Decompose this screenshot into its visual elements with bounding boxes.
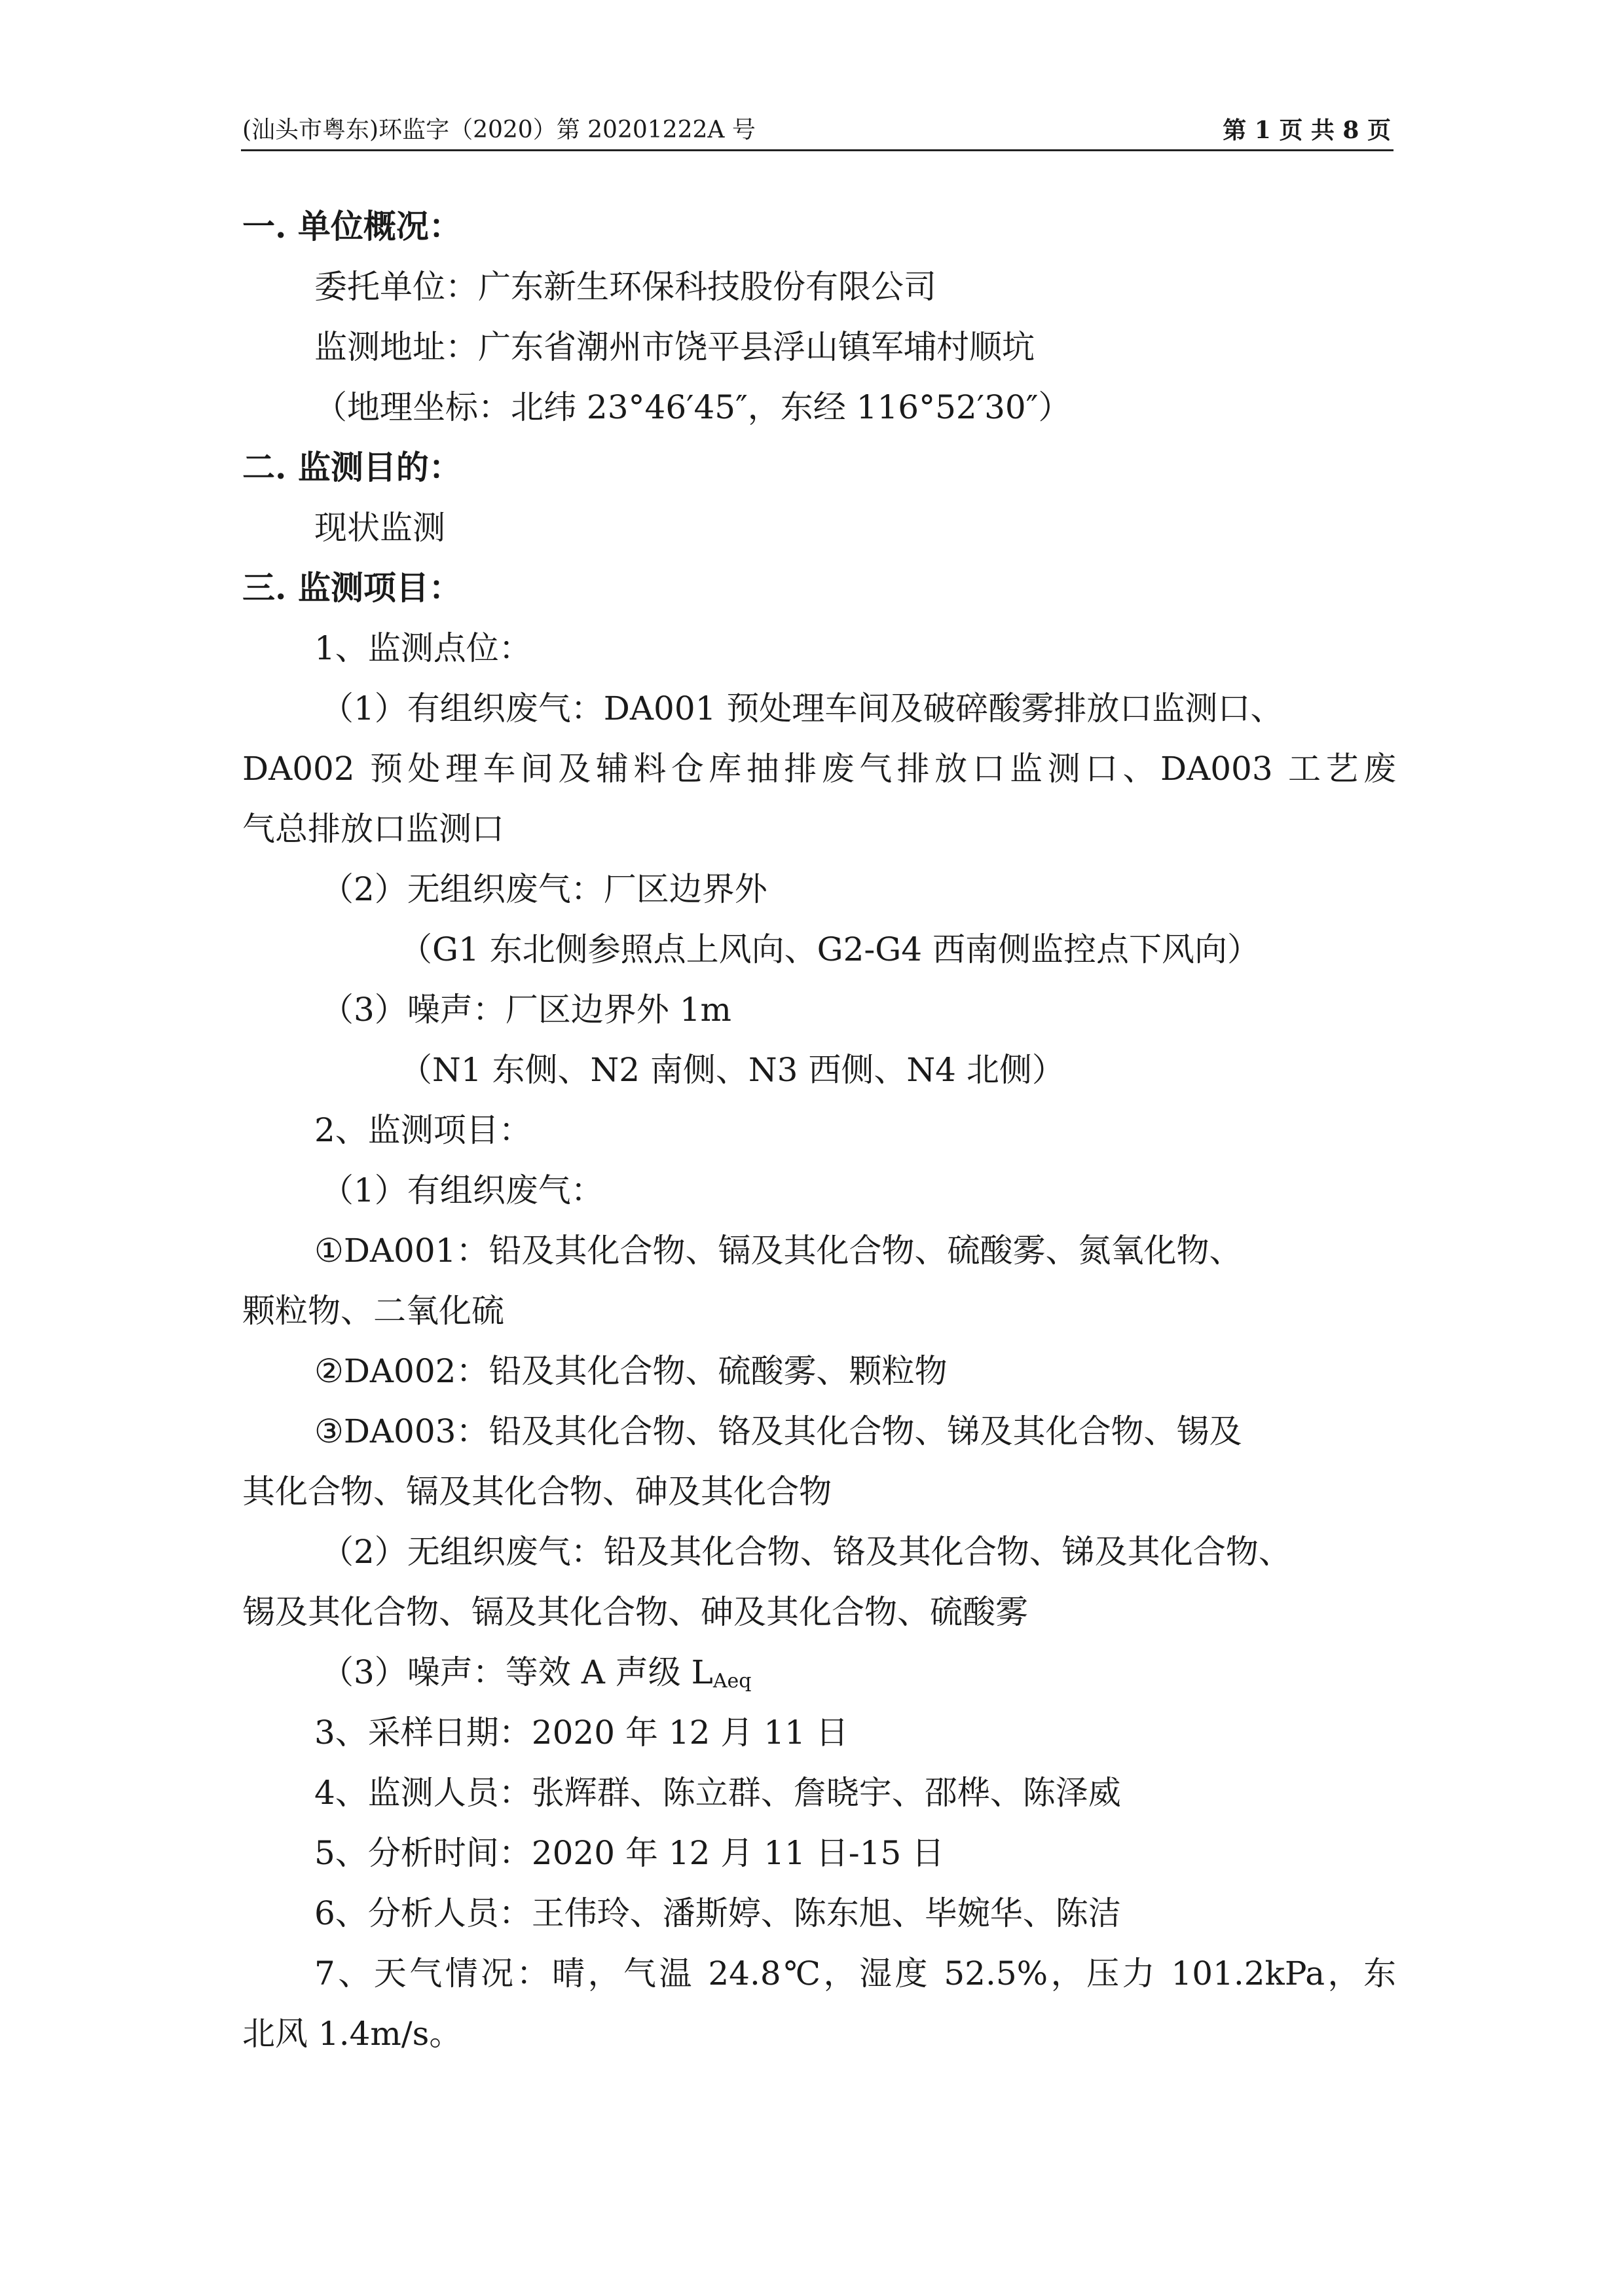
- points-noise: （3）噪声：厂区边界外 1m: [321, 991, 731, 1029]
- points-title: 1、监测点位：: [314, 629, 532, 667]
- items-organized: （1）有组织废气：: [321, 1171, 604, 1209]
- da002-items: ②DA002：铅及其化合物、硫酸雾、颗粒物: [314, 1352, 948, 1390]
- points-unorganized: （2）无组织废气：厂区边界外: [321, 870, 767, 908]
- points-organized-line3: 气总排放口监测口: [242, 810, 504, 848]
- points-organized-line2: DA002 预处理车间及辅料仓库抽排废气排放口监测口、DA003 工艺废: [242, 750, 1396, 788]
- unorganized-items-line2: 锡及其化合物、镉及其化合物、砷及其化合物、硫酸雾: [242, 1593, 1028, 1631]
- sampling-date: 3、采样日期：2020 年 12 月 11 日: [314, 1714, 849, 1752]
- da003-items-line2: 其化合物、镉及其化合物、砷及其化合物: [242, 1473, 832, 1511]
- noise-items-text: （3）噪声：等效 A 声级 L: [321, 1653, 713, 1691]
- da001-items-line2: 颗粒物、二氧化硫: [242, 1292, 504, 1330]
- points-organized-line1: （1）有组织废气：DA001 预处理车间及破碎酸雾排放口监测口、: [321, 689, 1283, 727]
- noise-items: [321, 1642, 751, 1702]
- unorganized-items-line1: （2）无组织废气：铅及其化合物、铬及其化合物、锑及其化合物、: [321, 1533, 1291, 1571]
- weather-line2: 北风 1.4m/s。: [242, 2015, 462, 2053]
- page-header: [241, 111, 1393, 151]
- points-noise-note: （N1 东侧、N2 南侧、N3 西侧、N4 北侧）: [399, 1051, 1065, 1089]
- geo-coordinates: （地理坐标：北纬 23°46′45″，东经 116°52′30″）: [314, 388, 1071, 426]
- monitoring-purpose: 现状监测: [314, 509, 445, 547]
- section-heading-overview: 一. 单位概况：: [242, 207, 462, 246]
- da001-items-line1: ①DA001：铅及其化合物、镉及其化合物、硫酸雾、氮氧化物、: [314, 1232, 1242, 1270]
- points-unorganized-note: （G1 东北侧参照点上风向、G2-G4 西南侧监控点下风向）: [399, 930, 1260, 968]
- weather-line1: 7、天气情况：晴，气温 24.8℃，湿度 52.5%，压力 101.2kPa，东: [314, 1955, 1396, 1992]
- client-unit: 委托单位：广东新生环保科技股份有限公司: [314, 268, 936, 306]
- monitoring-address: 监测地址：广东省潮州市饶平县浮山镇军埔村顺坑: [314, 328, 1035, 366]
- section-heading-items: 三. 监测项目：: [242, 568, 462, 607]
- da003-items-line1: ③DA003：铅及其化合物、铬及其化合物、锑及其化合物、锡及: [314, 1412, 1242, 1450]
- analysis-staff: 6、分析人员：王伟玲、潘斯婷、陈东旭、毕婉华、陈洁: [314, 1894, 1121, 1932]
- analysis-time: 5、分析时间：2020 年 12 月 11 日-15 日: [314, 1834, 945, 1872]
- page-indicator: 第 1 页 共 8 页: [1223, 117, 1391, 144]
- items-title: 2、监测项目：: [314, 1111, 532, 1149]
- document-number: (汕头市粤东)环监字（2020）第 20201222A 号: [242, 117, 756, 143]
- noise-items-subscript: Aeq: [712, 1670, 752, 1693]
- section-heading-purpose: 二. 监测目的：: [242, 448, 462, 487]
- monitoring-staff: 4、监测人员：张辉群、陈立群、詹晓宇、邵桦、陈泽威: [314, 1774, 1121, 1812]
